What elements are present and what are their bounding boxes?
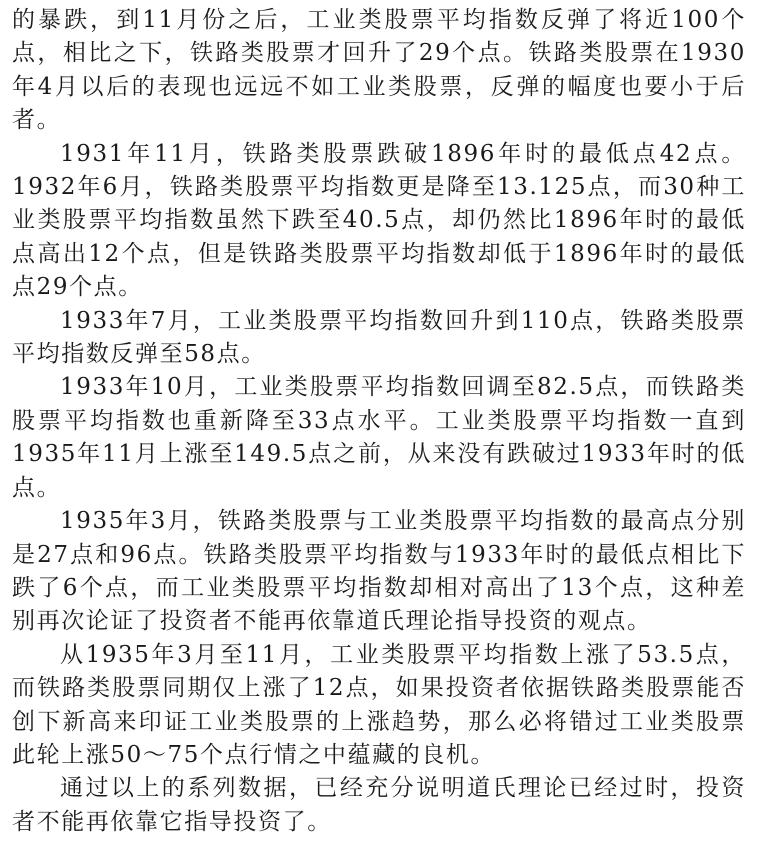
paragraph-2: 1931年11月，铁路类股票跌破1896年时的最低点42点。1932年6月，铁路类股票平均指数更是降至13.125点，而30种工业类股票平均指数虽然下跌至40.5点，却仍然比1896年时的最低点高出12个点，但是铁路类股票平均指数却低于1896年时的最低点29个点。 xyxy=(12,140,746,301)
paragraph-3: 1933年7月，工业类股票平均指数回升到110点，铁路类股票平均指数反弹至58点。 xyxy=(12,307,746,368)
paragraph-1: 的暴跌，到11月份之后，工业类股票平均指数反弹了将近100个点，相比之下，铁路类股票才回升了29个点。铁路类股票在1930年4月以后的表现也远远不如工业类股票，反弹的幅度也要小于后者。 xyxy=(12,7,746,134)
paragraph-5: 1935年3月，铁路类股票与工业类股票平均指数的最高点分别是27点和96点。铁路类股票平均指数与1933年时的最低点相比下跌了6个点，而工业类股票平均指数却相对高出了13个点，这种差别再次论证了投资者不能再依靠道氏理论指导投资的观点。 xyxy=(12,508,746,635)
paragraph-7: 通过以上的系列数据，已经充分说明道氏理论已经过时，投资者不能再依靠它指导投资了。 xyxy=(12,775,746,835)
paragraph-6: 从1935年3月至11月，工业类股票平均指数上涨了53.5点，而铁路类股票同期仅上涨了12点，如果投资者依据铁路类股票能否创下新高来印证工业类股票的上涨趋势，那么必将错过工业类股票此轮上涨50～75个点行情之中蕴藏的良机。 xyxy=(12,641,746,768)
paragraph-4: 1933年10月，工业类股票平均指数回调至82.5点，而铁路类股票平均指数也重新降至33点水平。工业类股票平均指数一直到1935年11月上涨至149.5点之前，从来没有跌破过1933年时的低点。 xyxy=(12,374,746,501)
